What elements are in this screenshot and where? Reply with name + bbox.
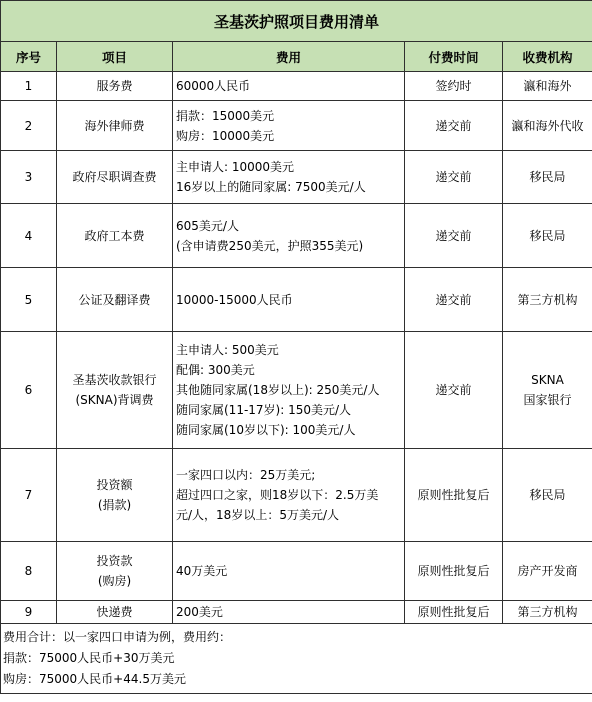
- cost-line: 200美元: [176, 605, 223, 619]
- item-line: 海外律师费: [84, 118, 145, 133]
- cost-line: 购房：10000美元: [176, 128, 275, 143]
- cost-line: 主申请人: 500美元: [176, 343, 279, 357]
- institution-cell: [503, 449, 592, 542]
- institution-line: SKNA: [531, 373, 564, 387]
- cost-line: 主申请人: 10000美元: [176, 160, 295, 174]
- payment-time-cell: 原则性批复后: [405, 542, 503, 601]
- cost-cell: [173, 601, 405, 624]
- total-summary: [1, 624, 592, 694]
- table-row: [1, 449, 592, 542]
- institution-cell: [503, 151, 592, 204]
- institution-line: 移民局: [529, 488, 566, 502]
- institution-line: 第三方机构: [517, 605, 578, 619]
- header-item: 项目: [57, 42, 173, 72]
- institution-line: 第三方机构: [517, 292, 578, 307]
- institution-line: 瀛和海外: [523, 79, 572, 93]
- item-line: 快递费: [96, 605, 133, 619]
- table-row: [1, 204, 592, 268]
- cost-line: 一家四口以内：25万美元;: [176, 468, 316, 482]
- cost-line: 元/人，18岁以上：5万美元/人: [176, 508, 339, 522]
- item-line: (捐款): [97, 498, 132, 512]
- row-number: 8: [1, 542, 57, 601]
- cost-cell: [173, 449, 405, 542]
- payment-time-cell: 递交前: [405, 151, 503, 204]
- cost-line: (含申请费250美元，护照355美元): [176, 238, 364, 253]
- header-number: 序号: [1, 42, 57, 72]
- item-cell: [57, 332, 173, 449]
- table-row: [1, 601, 592, 624]
- institution-cell: [503, 204, 592, 268]
- item-cell: [57, 542, 173, 601]
- cost-line: 16岁以上的随同家属: 7500美元/人: [176, 180, 366, 194]
- institution-cell: [503, 542, 592, 601]
- cost-cell: [173, 268, 405, 332]
- cost-cell: [173, 101, 405, 151]
- cost-line: 超过四口之家，则18岁以下：2.5万美: [176, 488, 379, 502]
- institution-line: 移民局: [529, 228, 566, 243]
- table-row: [1, 72, 592, 101]
- item-cell: [57, 72, 173, 101]
- cost-cell: [173, 72, 405, 101]
- payment-time-cell: 递交前: [405, 268, 503, 332]
- row-number: 5: [1, 268, 57, 332]
- institution-cell: [503, 332, 592, 449]
- cost-line: 捐款：15000美元: [176, 108, 275, 123]
- institution-line: 移民局: [529, 170, 566, 184]
- total-summary-line: 捐款：75000人民币+30万美元: [3, 651, 175, 665]
- cost-line: 605美元/人: [176, 218, 239, 233]
- item-cell: [57, 101, 173, 151]
- total-summary-line: 购房：75000人民币+44.5万美元: [3, 672, 186, 686]
- institution-line: 瀛和海外代收: [511, 118, 584, 133]
- cost-cell: [173, 332, 405, 449]
- item-line: 投资款: [96, 554, 133, 568]
- cost-line: 配偶: 300美元: [176, 363, 255, 377]
- payment-time-cell: 递交前: [405, 101, 503, 151]
- header-payment-time: 付费时间: [405, 42, 503, 72]
- cost-cell: [173, 204, 405, 268]
- payment-time-cell: 原则性批复后: [405, 449, 503, 542]
- total-summary-line: 费用合计：以一家四口申请为例，费用约：: [3, 630, 232, 644]
- table-row: [1, 101, 592, 151]
- item-line: 投资额: [96, 478, 133, 492]
- row-number: 1: [1, 72, 57, 101]
- cost-line: 40万美元: [176, 564, 228, 578]
- institution-cell: [503, 72, 592, 101]
- cost-line: 随同家属(11-17岁): 150美元/人: [176, 403, 352, 417]
- cost-line: 其他随同家属(18岁以上): 250美元/人: [176, 383, 380, 397]
- institution-cell: [503, 601, 592, 624]
- cost-cell: [173, 542, 405, 601]
- row-number: 7: [1, 449, 57, 542]
- cost-line: 随同家属(10岁以下): 100美元/人: [176, 423, 356, 437]
- item-line: 圣基茨收款银行: [72, 373, 157, 387]
- table-row: [1, 268, 592, 332]
- item-cell: [57, 449, 173, 542]
- cost-cell: [173, 151, 405, 204]
- item-cell: [57, 268, 173, 332]
- header-institution: 收费机构: [503, 42, 592, 72]
- item-cell: [57, 204, 173, 268]
- row-number: 3: [1, 151, 57, 204]
- institution-cell: [503, 268, 592, 332]
- item-line: (SKNA)背调费: [75, 393, 154, 407]
- cost-line: 10000-15000人民币: [176, 292, 293, 307]
- item-cell: [57, 151, 173, 204]
- payment-time-cell: 签约时: [405, 72, 503, 101]
- item-line: 政府工本费: [84, 228, 145, 243]
- row-number: 2: [1, 101, 57, 151]
- table-row: [1, 151, 592, 204]
- table-title: 圣基茨护照项目费用清单: [1, 1, 592, 42]
- item-cell: [57, 601, 173, 624]
- institution-line: 房产开发商: [517, 564, 578, 578]
- item-line: 服务费: [96, 79, 133, 93]
- institution-line: 国家银行: [523, 393, 572, 407]
- header-row: [1, 42, 592, 72]
- payment-time-cell: 递交前: [405, 332, 503, 449]
- institution-cell: [503, 101, 592, 151]
- row-number: 4: [1, 204, 57, 268]
- row-number: 9: [1, 601, 57, 624]
- payment-time-cell: 原则性批复后: [405, 601, 503, 624]
- item-line: (购房): [97, 574, 132, 588]
- table-row: [1, 542, 592, 601]
- row-number: 6: [1, 332, 57, 449]
- header-cost: 费用: [173, 42, 405, 72]
- table-row: [1, 332, 592, 449]
- item-line: 公证及翻译费: [78, 292, 151, 307]
- item-line: 政府尽职调查费: [72, 170, 157, 184]
- total-summary-row: [1, 624, 592, 694]
- cost-line: 60000人民币: [176, 79, 251, 93]
- payment-time-cell: 递交前: [405, 204, 503, 268]
